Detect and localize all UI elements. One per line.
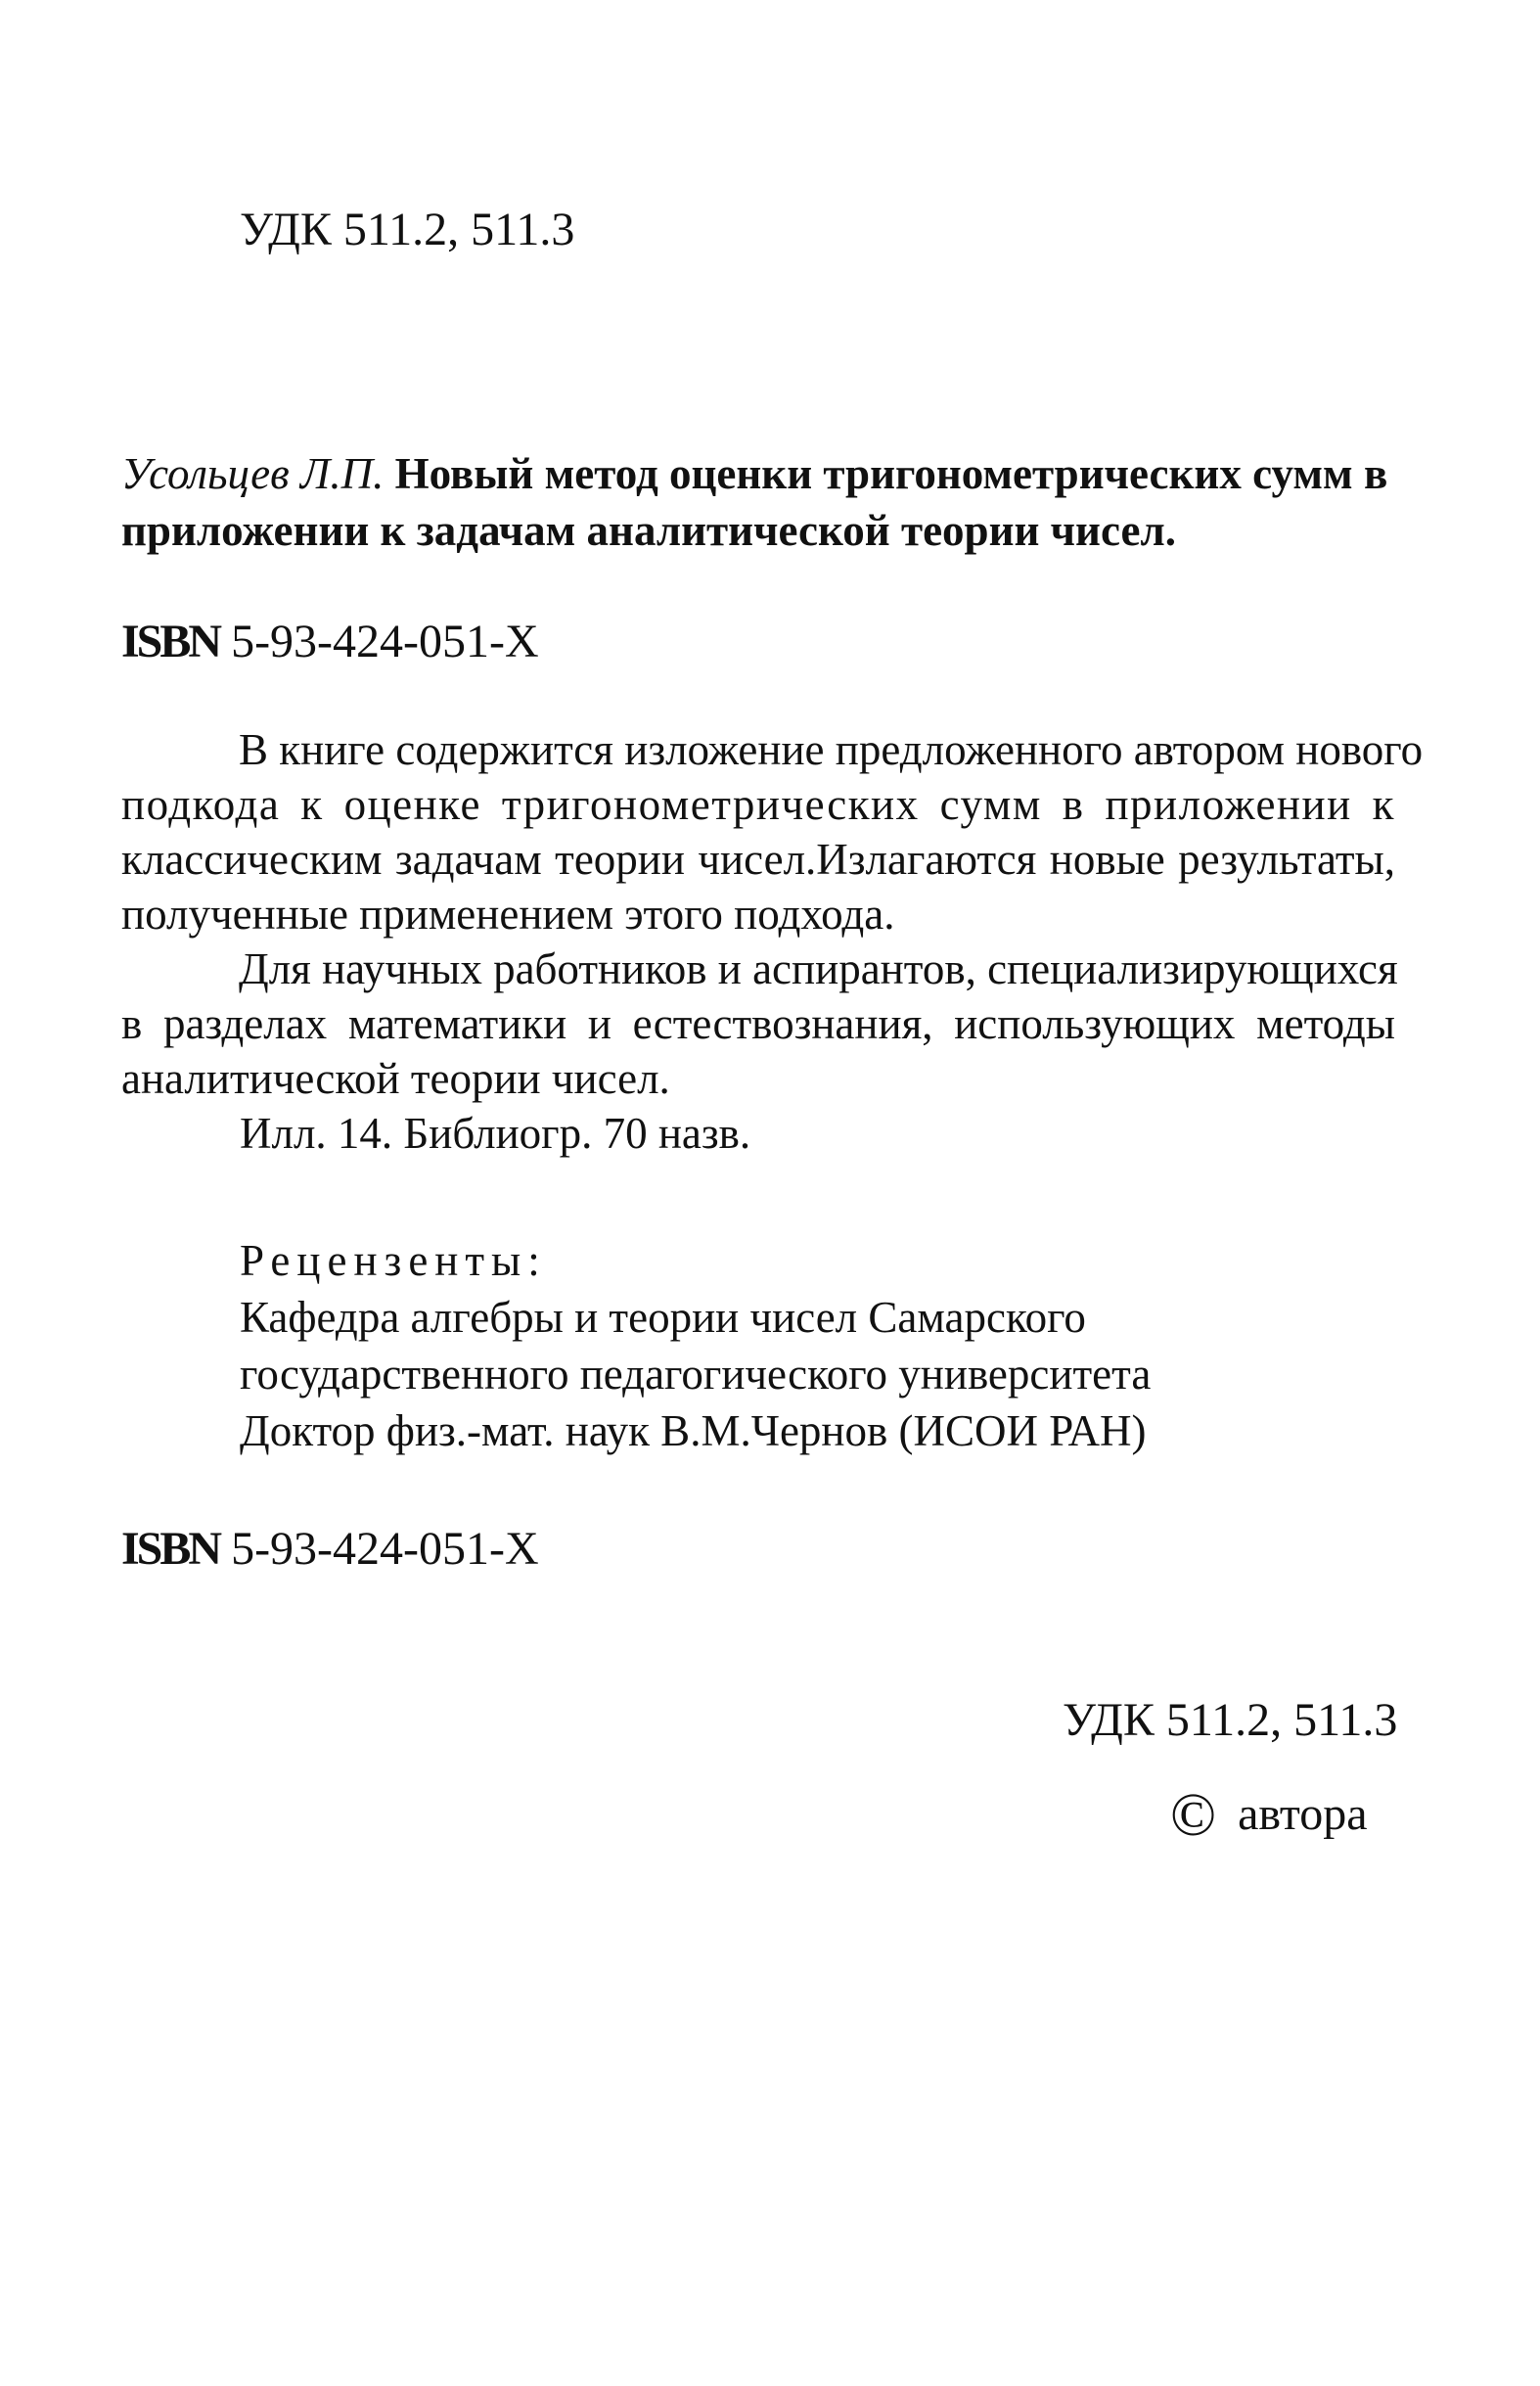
udk-bottom: УДК 511.2, 511.3 [1063,1694,1398,1746]
abstract-p2-line-3: аналитической теории чисел. [121,1054,670,1103]
abstract-p1-line-4: полученные применением этого подхода. [121,890,895,939]
copyright-text: автора [1238,1788,1368,1840]
isbn-number: 5-93-424-051-X [219,1523,539,1575]
abstract-p1-line-1: В книге содержится изложение предложенного автором нового [239,725,1424,774]
isbn-bottom [121,1522,539,1577]
reviewers-label: Рецензенты: [240,1236,547,1285]
reviewer-line-2: государственного педагогического университета [240,1350,1152,1399]
abstract-p1-line-3: классическим задачам теории чисел.Излагаются новые результаты, [121,835,1395,884]
udk-top: УДК 511.2, 511.3 [240,204,575,255]
abstract-p2-line-1: Для научных работников и аспирантов, специализирующихся [239,944,1398,993]
isbn-number: 5-93-424-051-X [219,616,539,667]
title-text-1: Новый метод оценки тригонометрических сумм в [394,449,1388,498]
book-title-line-2: приложении к задачам аналитической теории чисел. [121,506,1176,555]
isbn-top [121,615,539,669]
author-name: Усольцев Л.П. [121,449,385,498]
illustrations-bibliography: Илл. 14. Библиогр. 70 назв. [240,1109,751,1158]
copyright-icon: © [1170,1782,1217,1849]
abstract-p1-line-2: подкода к оценке тригонометрических сумм в приложении к [121,780,1395,829]
abstract-p2-line-2: в разделах математики и естествознания, использующих методы [121,999,1395,1048]
book-title-line-1 [121,446,1387,501]
reviewer-line-3: Доктор физ.-мат. наук В.М.Чернов (ИСОИ РАН) [240,1406,1147,1455]
reviewer-line-1: Кафедра алгебры и теории чисел Самарского [240,1293,1086,1342]
isbn-label: ISBN [121,616,220,667]
isbn-label: ISBN [121,1523,220,1575]
copyright-line [1170,1782,1368,1849]
